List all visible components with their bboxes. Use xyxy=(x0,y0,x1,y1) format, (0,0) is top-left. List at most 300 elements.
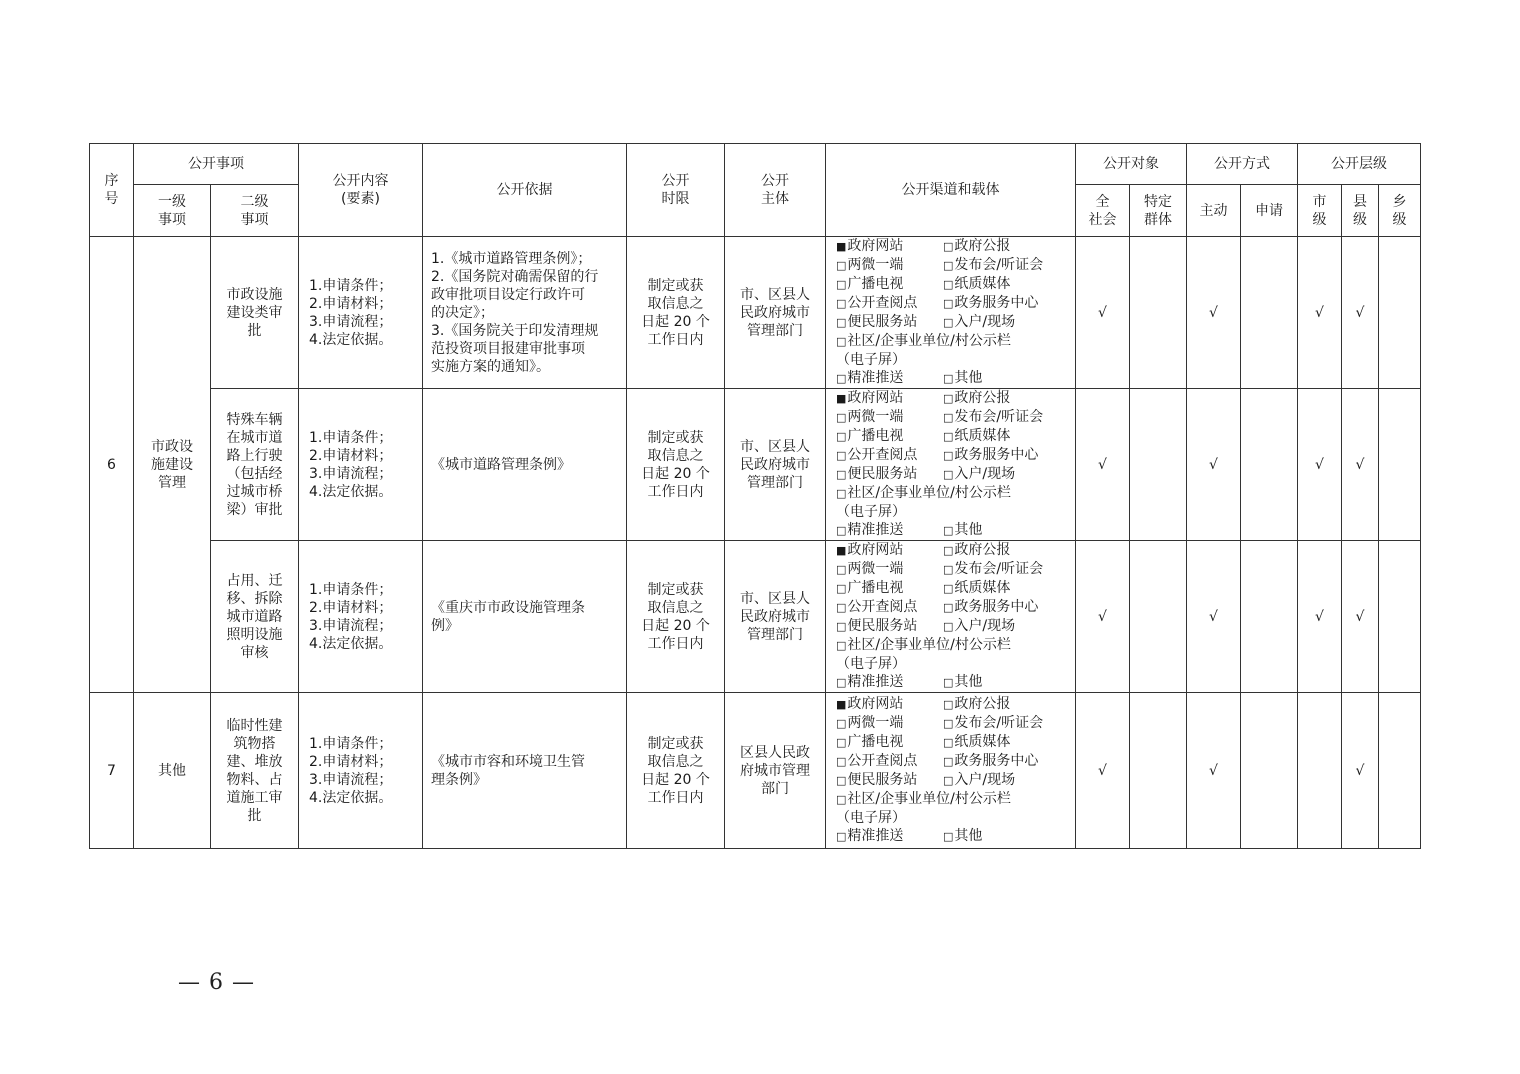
channel-item xyxy=(943,579,1076,598)
level2-line: 审核 xyxy=(240,644,269,661)
content-cell xyxy=(299,389,423,541)
channel-label: 纸质媒体 xyxy=(954,428,1011,444)
channel-label: 政府网站 xyxy=(847,696,904,712)
unchecked-box-icon: □ xyxy=(836,830,847,843)
unchecked-box-icon: □ xyxy=(836,335,847,348)
content-line: 4.法定依据。 xyxy=(309,483,393,500)
unchecked-box-icon: □ xyxy=(943,774,954,787)
channel-label: 入户/现场 xyxy=(954,772,1016,788)
time-line: 日起 20 个 xyxy=(641,771,710,788)
subject-line: 市、区县人 xyxy=(740,438,810,455)
subject-cell xyxy=(725,693,826,849)
channel-label: 纸质媒体 xyxy=(954,580,1011,596)
subject-line: 区县人民政 xyxy=(740,744,810,761)
target-group-cell xyxy=(1130,693,1187,849)
header-line: 二级 xyxy=(240,193,269,210)
unchecked-box-icon: □ xyxy=(836,259,847,272)
content-line: 4.法定依据。 xyxy=(309,331,393,348)
unchecked-box-icon: □ xyxy=(943,698,954,711)
channel-list xyxy=(836,695,1075,846)
channel-label: 发布会/听证会 xyxy=(954,561,1044,577)
content-cell xyxy=(299,693,423,849)
content-line: 1.申请条件； xyxy=(309,581,393,598)
checked-box-icon: ■ xyxy=(836,392,847,405)
unchecked-box-icon: □ xyxy=(836,449,847,462)
header-line: 市 xyxy=(1312,193,1327,210)
subject-line: 管理部门 xyxy=(747,474,803,491)
method-apply-cell xyxy=(1241,389,1298,541)
channel-item xyxy=(943,408,1076,427)
unchecked-box-icon: □ xyxy=(836,297,847,310)
subject-line: 民政府城市 xyxy=(740,608,810,625)
unchecked-box-icon: □ xyxy=(943,240,954,253)
channel-label: 精准推送 xyxy=(847,370,904,386)
channel-label: 政务服务中心 xyxy=(954,599,1039,615)
channel-item xyxy=(943,256,1076,275)
level2-line: 物料、占 xyxy=(226,771,283,788)
channel-item xyxy=(943,465,1076,484)
channel-item xyxy=(943,752,1076,771)
channel-item xyxy=(836,389,943,408)
time-line: 制定或获 xyxy=(647,429,704,446)
header-target: 公开对象 xyxy=(1076,144,1187,185)
channel-label: 广播电视 xyxy=(847,580,904,596)
seq-cell: 7 xyxy=(90,693,134,849)
content-line: 3.申请流程； xyxy=(309,465,393,482)
level2-line: 过城市桥 xyxy=(226,483,283,500)
channel-item xyxy=(836,446,943,465)
channel-item xyxy=(836,655,1076,673)
header-line: 群体 xyxy=(1144,211,1172,228)
unchecked-box-icon: □ xyxy=(943,259,954,272)
channel-label: 政府公报 xyxy=(954,542,1011,558)
header-line: 时限 xyxy=(661,191,690,207)
time-limit-cell xyxy=(627,541,725,693)
channel-label: 政府网站 xyxy=(847,542,904,558)
subject-line: 管理部门 xyxy=(747,626,803,643)
channel-label: 两微一端 xyxy=(847,257,904,273)
basis-cell xyxy=(423,389,627,541)
basis-line: 理条例》 xyxy=(431,771,487,788)
table-row xyxy=(90,541,1421,693)
channel-list xyxy=(836,541,1075,692)
content-line: 2.申请材料； xyxy=(309,447,393,464)
level2-line: 批 xyxy=(247,322,262,339)
unchecked-box-icon: □ xyxy=(943,563,954,576)
subject-cell xyxy=(725,389,826,541)
time-line: 工作日内 xyxy=(647,635,704,652)
seq-cell: 6 xyxy=(90,237,134,693)
level2-cell xyxy=(211,541,299,693)
content-cell xyxy=(299,541,423,693)
level-city-cell: √ xyxy=(1298,541,1342,693)
channel-label: 其他 xyxy=(954,522,983,538)
header-line: 公开 xyxy=(761,173,789,189)
time-line: 取信息之 xyxy=(647,447,704,464)
level-county-cell: √ xyxy=(1342,693,1379,849)
header-line: 乡 xyxy=(1392,193,1407,210)
header-subject xyxy=(725,144,826,237)
basis-cell xyxy=(423,693,627,849)
table-row xyxy=(90,389,1421,541)
target-group-cell xyxy=(1130,237,1187,389)
unchecked-box-icon: □ xyxy=(943,601,954,614)
channel-label: 公开查阅点 xyxy=(847,599,918,615)
channel-label: 公开查阅点 xyxy=(847,295,918,311)
header-level-town xyxy=(1379,185,1421,237)
header-line: 主体 xyxy=(761,191,789,207)
channel-item xyxy=(943,427,1076,446)
channel-item xyxy=(836,598,943,617)
unchecked-box-icon: □ xyxy=(836,487,847,500)
content-line: 2.申请材料； xyxy=(309,599,393,616)
channel-label: 社区/企事业单位/村公示栏 xyxy=(847,791,1011,807)
header-line: 特定 xyxy=(1144,193,1172,210)
channel-label: 便民服务站 xyxy=(847,314,918,330)
channel-item xyxy=(836,503,1076,521)
header-line: 级 xyxy=(1353,211,1367,228)
channel-label: 政务服务中心 xyxy=(954,447,1039,463)
level2-line: 照明设施 xyxy=(226,626,283,643)
unchecked-box-icon: □ xyxy=(943,736,954,749)
channel-item xyxy=(836,827,943,846)
target-group-cell xyxy=(1130,541,1187,693)
level-city-cell xyxy=(1298,693,1342,849)
checked-box-icon: ■ xyxy=(836,240,847,253)
channel-item xyxy=(943,521,1076,540)
unchecked-box-icon: □ xyxy=(943,830,954,843)
level1-line: 管理 xyxy=(158,474,186,491)
level-county-cell: √ xyxy=(1342,237,1379,389)
channel-item xyxy=(836,579,943,598)
channel-item xyxy=(943,598,1076,617)
content-line: 1.申请条件； xyxy=(309,277,393,294)
channel-label: 社区/企事业单位/村公示栏 xyxy=(847,637,1011,653)
channel-item xyxy=(836,521,943,540)
time-line: 制定或获 xyxy=(647,277,704,294)
level1-cell xyxy=(134,237,211,693)
level2-line: 筑物搭 xyxy=(233,735,276,752)
level2-cell xyxy=(211,237,299,389)
header-method-apply: 申请 xyxy=(1241,185,1298,237)
basis-line: 《城市市容和环境卫生管 xyxy=(431,753,585,770)
header-level-city xyxy=(1298,185,1342,237)
level-county-cell: √ xyxy=(1342,389,1379,541)
table-body xyxy=(90,237,1421,849)
header-line: 县 xyxy=(1353,193,1367,210)
channel-item xyxy=(943,237,1076,256)
channel-label: 入户/现场 xyxy=(954,618,1016,634)
basis-line: 《重庆市市政设施管理条 xyxy=(431,599,585,616)
channel-label: 精准推送 xyxy=(847,522,904,538)
channels-cell xyxy=(826,389,1076,541)
channel-item xyxy=(943,560,1076,579)
channel-item xyxy=(836,771,943,790)
method-active-cell: √ xyxy=(1187,389,1241,541)
unchecked-box-icon: □ xyxy=(943,468,954,481)
header-content xyxy=(299,144,423,237)
method-apply-cell xyxy=(1241,237,1298,389)
table-row xyxy=(90,693,1421,849)
time-line: 日起 20 个 xyxy=(641,313,710,330)
channel-label: 发布会/听证会 xyxy=(954,257,1044,273)
unchecked-box-icon: □ xyxy=(836,582,847,595)
level2-line: （包括经 xyxy=(226,465,283,482)
method-active-cell: √ xyxy=(1187,237,1241,389)
level2-line: 在城市道 xyxy=(226,429,283,446)
method-active-cell: √ xyxy=(1187,693,1241,849)
channel-list xyxy=(836,389,1075,540)
header-target-group xyxy=(1130,185,1187,237)
basis-cell xyxy=(423,237,627,389)
channel-label: 精准推送 xyxy=(847,674,904,690)
channel-label: （电子屏） xyxy=(836,810,906,826)
channels-cell xyxy=(826,237,1076,389)
basis-line: 3.《国务院关于印发清理规 xyxy=(431,322,599,339)
unchecked-box-icon: □ xyxy=(943,544,954,557)
level2-cell xyxy=(211,389,299,541)
channel-item xyxy=(943,771,1076,790)
channel-item xyxy=(836,369,943,388)
time-line: 工作日内 xyxy=(647,331,704,348)
channel-item xyxy=(836,752,943,771)
channel-item xyxy=(943,617,1076,636)
channel-item xyxy=(836,790,1076,809)
unchecked-box-icon: □ xyxy=(943,278,954,291)
header-line: 社会 xyxy=(1088,211,1117,228)
basis-line: 2.《国务院对确需保留的行 xyxy=(431,268,599,285)
header-level-county xyxy=(1342,185,1379,237)
unchecked-box-icon: □ xyxy=(943,755,954,768)
unchecked-box-icon: □ xyxy=(943,392,954,405)
channel-label: 政府网站 xyxy=(847,390,904,406)
target-all-cell: √ xyxy=(1076,237,1130,389)
level2-cell xyxy=(211,693,299,849)
header-method: 公开方式 xyxy=(1187,144,1298,185)
channel-item xyxy=(836,695,943,714)
time-limit-cell xyxy=(627,693,725,849)
level1-line: 其他 xyxy=(158,762,186,779)
channel-item xyxy=(943,695,1076,714)
unchecked-box-icon: □ xyxy=(836,563,847,576)
channel-label: 便民服务站 xyxy=(847,772,918,788)
header-item: 公开事项 xyxy=(134,144,299,185)
header-level2 xyxy=(211,185,299,237)
header-line: 号 xyxy=(104,191,119,207)
unchecked-box-icon: □ xyxy=(943,676,954,689)
channel-label: 发布会/听证会 xyxy=(954,715,1044,731)
content-line: 4.法定依据。 xyxy=(309,789,393,806)
channel-label: 广播电视 xyxy=(847,734,904,750)
unchecked-box-icon: □ xyxy=(836,430,847,443)
basis-line: 例》 xyxy=(431,617,459,634)
unchecked-box-icon: □ xyxy=(836,736,847,749)
time-limit-cell xyxy=(627,389,725,541)
unchecked-box-icon: □ xyxy=(836,468,847,481)
channels-cell xyxy=(826,693,1076,849)
content-line: 2.申请材料； xyxy=(309,753,393,770)
channel-label: 便民服务站 xyxy=(847,618,918,634)
header-method-active: 主动 xyxy=(1187,185,1241,237)
channel-label: 公开查阅点 xyxy=(847,753,918,769)
channel-label: 纸质媒体 xyxy=(954,276,1011,292)
content-line: 4.法定依据。 xyxy=(309,635,393,652)
channel-label: 其他 xyxy=(954,828,983,844)
channel-item xyxy=(836,408,943,427)
channel-item xyxy=(836,332,1076,351)
channel-item xyxy=(943,714,1076,733)
channel-item xyxy=(836,636,1076,655)
time-line: 取信息之 xyxy=(647,753,704,770)
header-line: 公开 xyxy=(661,173,690,189)
unchecked-box-icon: □ xyxy=(836,793,847,806)
disclosure-table xyxy=(89,143,1421,849)
level-city-cell: √ xyxy=(1298,237,1342,389)
level-city-cell: √ xyxy=(1298,389,1342,541)
channel-item xyxy=(943,313,1076,332)
unchecked-box-icon: □ xyxy=(836,278,847,291)
channel-list xyxy=(836,237,1075,388)
basis-line: 政审批项目设定行政许可 xyxy=(431,286,585,303)
unchecked-box-icon: □ xyxy=(943,316,954,329)
channel-label: 入户/现场 xyxy=(954,466,1016,482)
channel-label: 政府公报 xyxy=(954,390,1011,406)
unchecked-box-icon: □ xyxy=(836,755,847,768)
channel-label: 政府网站 xyxy=(847,238,904,254)
time-line: 工作日内 xyxy=(647,789,704,806)
basis-line: 《城市道路管理条例》 xyxy=(431,456,571,473)
content-line: 1.申请条件； xyxy=(309,429,393,446)
level1-line: 施建设 xyxy=(151,456,193,473)
time-line: 工作日内 xyxy=(647,483,704,500)
unchecked-box-icon: □ xyxy=(836,620,847,633)
header-line: 公开内容 xyxy=(332,173,389,189)
level1-cell xyxy=(134,693,211,849)
channel-item xyxy=(943,673,1076,692)
method-apply-cell xyxy=(1241,541,1298,693)
channel-item xyxy=(836,427,943,446)
channel-item xyxy=(836,673,943,692)
level2-line: 路上行驶 xyxy=(226,447,283,464)
channel-label: 精准推送 xyxy=(847,828,904,844)
method-active-cell: √ xyxy=(1187,541,1241,693)
time-line: 日起 20 个 xyxy=(641,465,710,482)
unchecked-box-icon: □ xyxy=(836,316,847,329)
channel-label: 两微一端 xyxy=(847,715,904,731)
channel-item xyxy=(943,294,1076,313)
channel-label: 公开查阅点 xyxy=(847,447,918,463)
content-line: 3.申请流程； xyxy=(309,313,393,330)
subject-cell xyxy=(725,541,826,693)
unchecked-box-icon: □ xyxy=(836,524,847,537)
header-seq xyxy=(90,144,134,237)
basis-cell xyxy=(423,541,627,693)
header-line: 级 xyxy=(1312,211,1327,228)
channel-item xyxy=(836,237,943,256)
channel-item xyxy=(836,809,1076,827)
channel-item xyxy=(836,560,943,579)
channel-item xyxy=(836,733,943,752)
channels-cell xyxy=(826,541,1076,693)
channel-item xyxy=(836,351,1076,369)
channel-item xyxy=(836,541,943,560)
basis-line: 1.《城市道路管理条例》； xyxy=(431,250,592,267)
header-line: 序 xyxy=(104,173,119,189)
unchecked-box-icon: □ xyxy=(836,717,847,730)
level2-line: 道施工审 xyxy=(226,789,283,806)
channel-item xyxy=(836,484,1076,503)
channel-item xyxy=(836,256,943,275)
unchecked-box-icon: □ xyxy=(836,372,847,385)
channel-label: 入户/现场 xyxy=(954,314,1016,330)
level-town-cell xyxy=(1379,693,1421,849)
header-line: 级 xyxy=(1392,211,1407,228)
unchecked-box-icon: □ xyxy=(943,449,954,462)
target-group-cell xyxy=(1130,389,1187,541)
unchecked-box-icon: □ xyxy=(836,774,847,787)
channel-label: 其他 xyxy=(954,370,983,386)
content-line: 2.申请材料； xyxy=(309,295,393,312)
subject-line: 府城市管理 xyxy=(740,762,810,779)
unchecked-box-icon: □ xyxy=(943,620,954,633)
level-town-cell xyxy=(1379,389,1421,541)
unchecked-box-icon: □ xyxy=(943,297,954,310)
channel-label: 发布会/听证会 xyxy=(954,409,1044,425)
level2-line: 建设类审 xyxy=(226,304,283,321)
basis-line: 范投资项目报建审批事项 xyxy=(431,340,585,357)
unchecked-box-icon: □ xyxy=(943,430,954,443)
header-time-limit xyxy=(627,144,725,237)
unchecked-box-icon: □ xyxy=(943,372,954,385)
channel-label: 广播电视 xyxy=(847,428,904,444)
time-line: 制定或获 xyxy=(647,735,704,752)
level2-line: 城市道路 xyxy=(226,608,283,625)
content-line: 3.申请流程； xyxy=(309,617,393,634)
unchecked-box-icon: □ xyxy=(836,601,847,614)
channel-label: 政府公报 xyxy=(954,696,1011,712)
channel-item xyxy=(836,294,943,313)
time-line: 制定或获 xyxy=(647,581,704,598)
channel-item xyxy=(836,275,943,294)
target-all-cell: √ xyxy=(1076,389,1130,541)
channel-label: （电子屏） xyxy=(836,656,906,672)
channel-label: 纸质媒体 xyxy=(954,734,1011,750)
content-line: 1.申请条件； xyxy=(309,735,393,752)
channel-label: （电子屏） xyxy=(836,352,906,368)
header-line: 事项 xyxy=(158,211,186,228)
header-basis: 公开依据 xyxy=(423,144,627,237)
channel-item xyxy=(836,714,943,733)
level2-line: 占用、迁 xyxy=(226,572,283,589)
level-town-cell xyxy=(1379,541,1421,693)
channel-item xyxy=(943,446,1076,465)
level2-line: 梁）审批 xyxy=(226,501,283,518)
level2-line: 特殊车辆 xyxy=(226,411,283,428)
header-channels: 公开渠道和载体 xyxy=(826,144,1076,237)
channel-label: 其他 xyxy=(954,674,983,690)
checked-box-icon: ■ xyxy=(836,698,847,711)
level-town-cell xyxy=(1379,237,1421,389)
table-row xyxy=(90,237,1421,389)
time-line: 取信息之 xyxy=(647,295,704,312)
header-line: 全 xyxy=(1095,193,1110,210)
basis-line: 的决定》； xyxy=(431,304,494,321)
unchecked-box-icon: □ xyxy=(836,411,847,424)
channel-label: 便民服务站 xyxy=(847,466,918,482)
level-county-cell: √ xyxy=(1342,541,1379,693)
level1-line: 市政设 xyxy=(151,438,193,455)
level2-line: 建、堆放 xyxy=(226,753,283,770)
